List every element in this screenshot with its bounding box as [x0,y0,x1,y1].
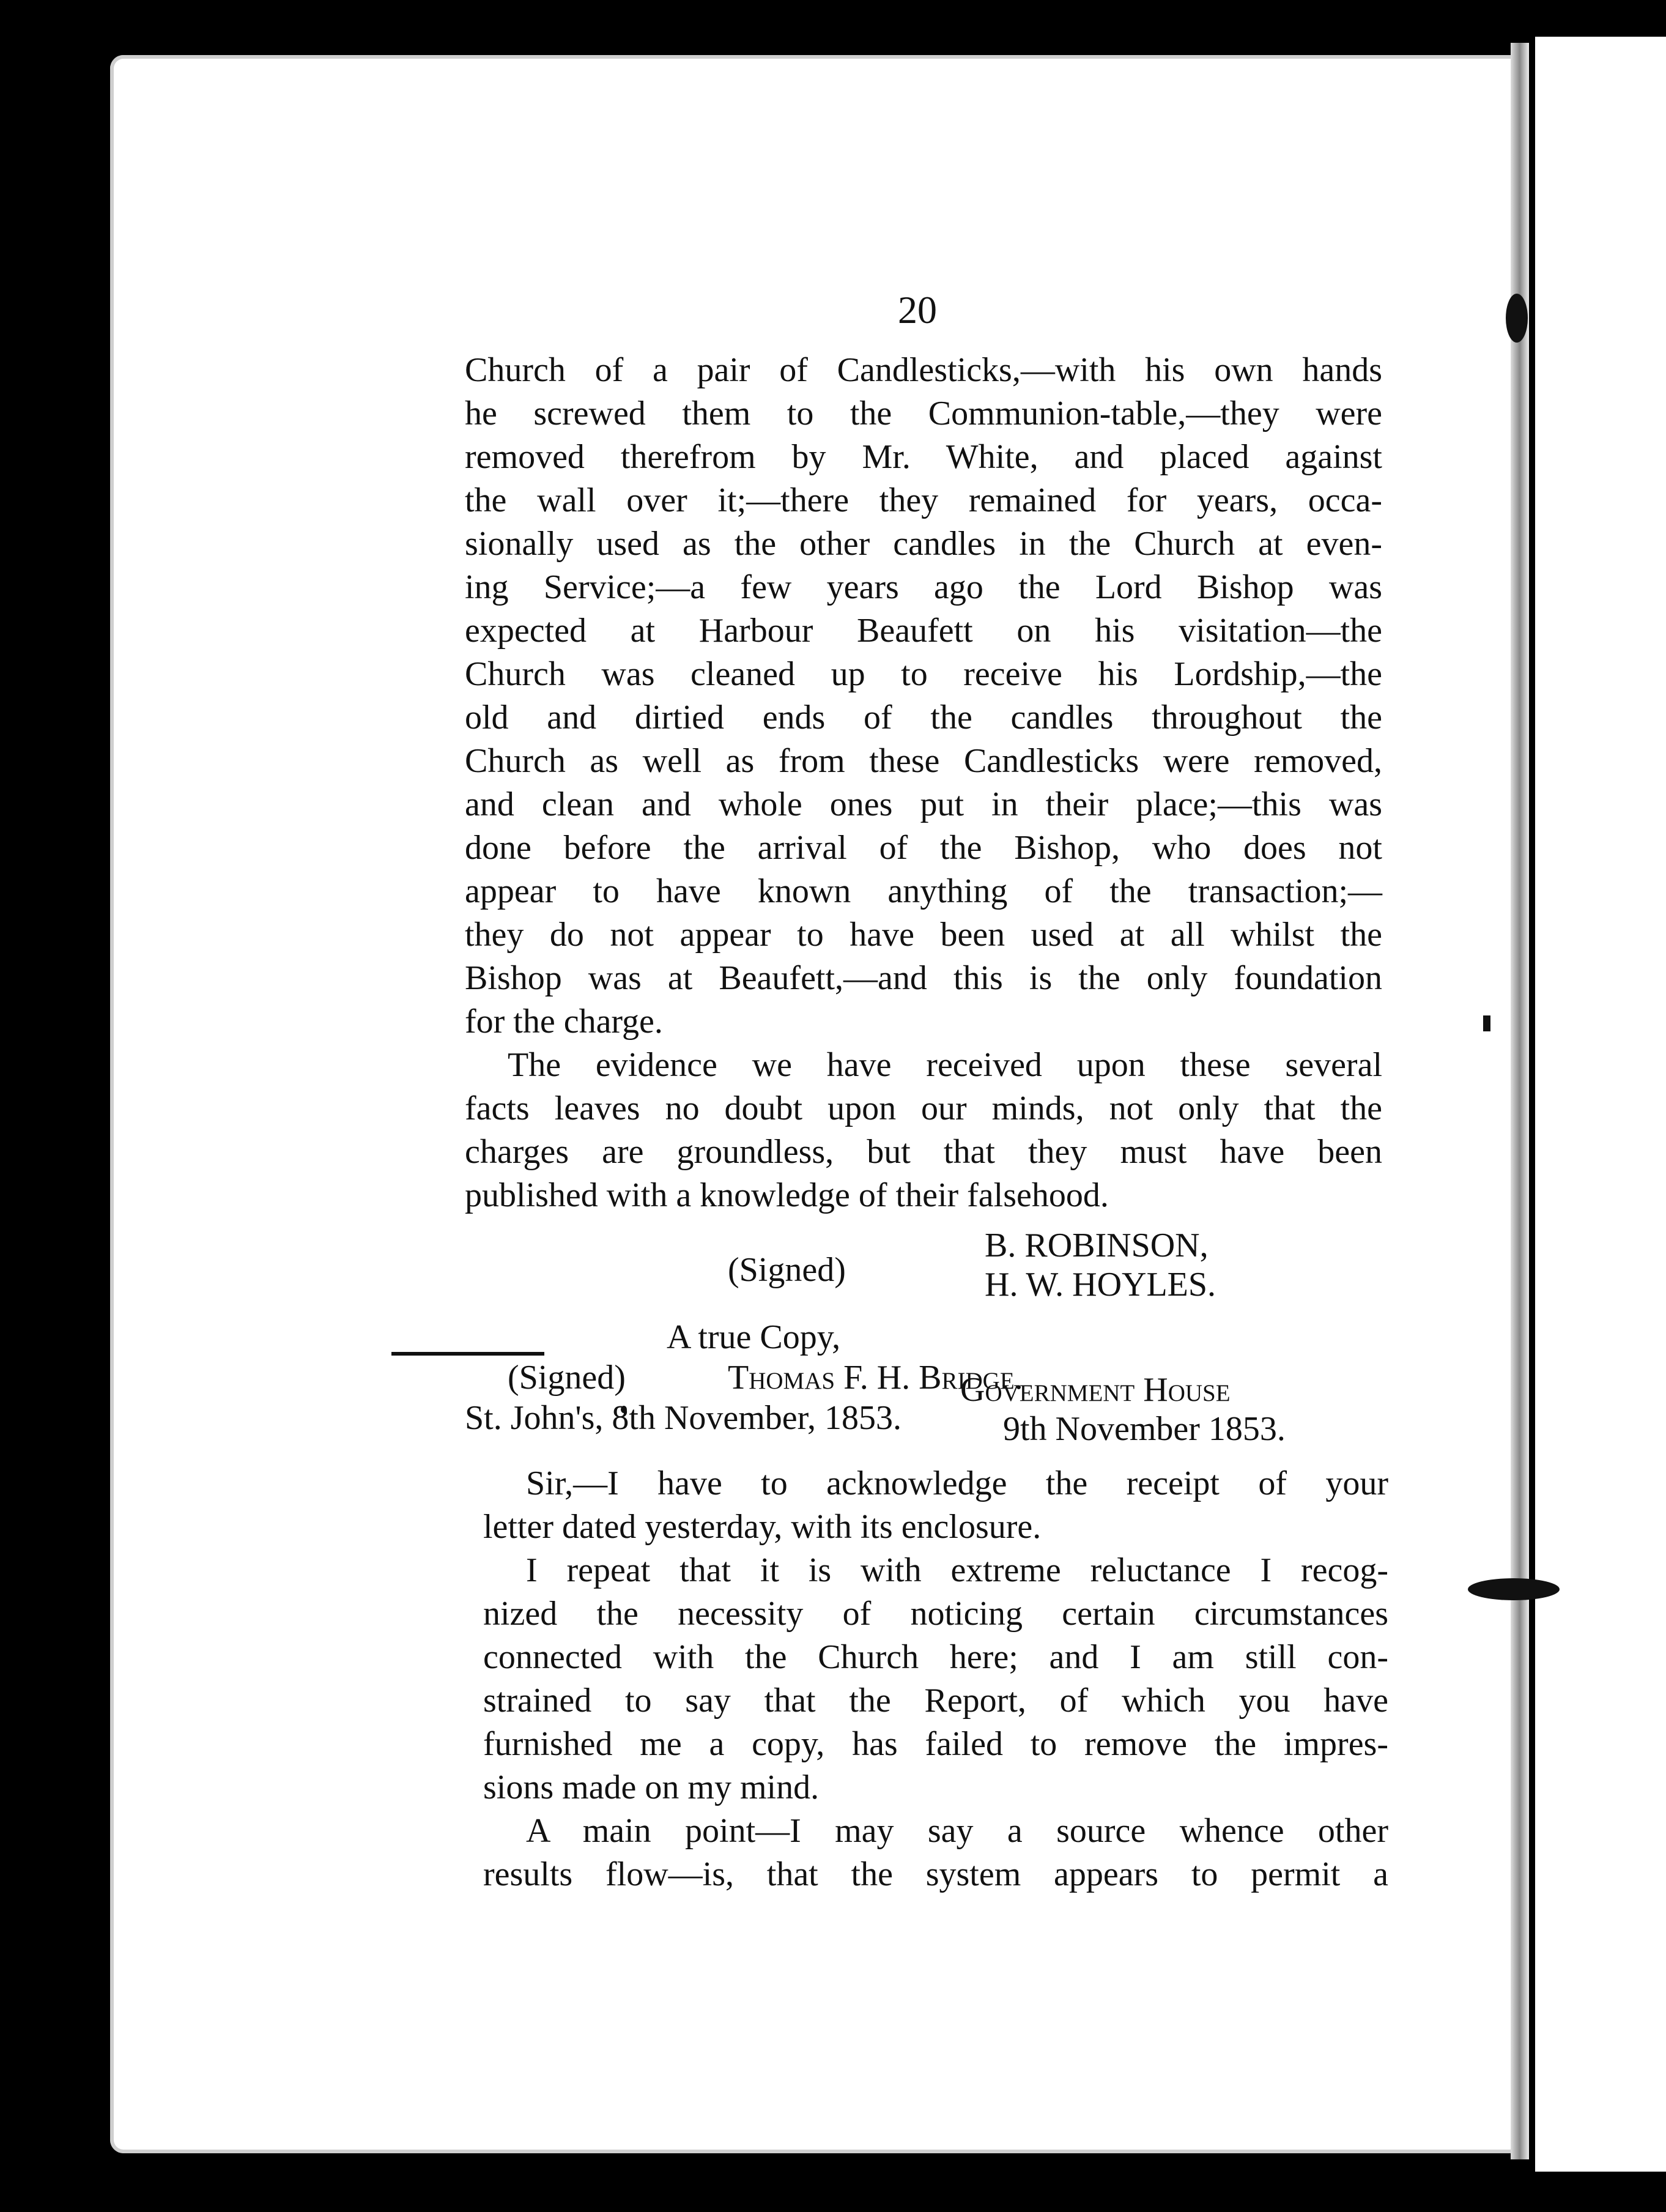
text-line: connected with the Church here; and I am still con- [483,1638,1388,1676]
text-line: sions made on my mind. [483,1768,820,1806]
text-line: Bishop was at Beaufett,—and this is the only foundation [465,959,1382,997]
text-line: results flow—is, that the system appears to permit a [483,1855,1388,1893]
letter-body [483,1462,1388,1896]
letter-paragraph-3 [483,1809,1388,1896]
text-line: facts leaves no doubt upon our minds, not only that the [465,1089,1382,1127]
report-body [465,349,1382,1440]
text-line: ing Service;—a few years ago the Lord Bishop was [465,568,1382,606]
text-line: nized the necessity of noticing certain circumstances [483,1595,1388,1633]
text-line: he screwed them to the Communion-table,—they were [465,395,1382,432]
signer-robinson: B. ROBINSON, [985,1227,1209,1264]
text-line: strained to say that the Report, of which you have [483,1682,1388,1720]
text-line: and clean and whole ones put in their place;—this was [465,785,1382,823]
true-copy-heading: A true Copy, [667,1318,841,1356]
text-line: published with a knowledge of their falsehood. [465,1176,1109,1214]
letterhead-place: Government House [960,1371,1231,1409]
text-line: charges are groundless, but that they must have been [465,1133,1382,1171]
text-line: Church was cleaned up to receive his Lordship,—the [465,655,1382,693]
binding-mark-middle [1468,1578,1560,1600]
text-line: they do not appear to have been used at all whilst the [465,916,1382,954]
text-line: Sir,—I have to acknowledge the receipt of your [526,1464,1388,1502]
text-line: furnished me a copy, has failed to remove the impres- [483,1725,1388,1763]
text-line: Church as well as from these Candlesticks were removed, [465,742,1382,780]
signed-label: (Signed) [728,1251,846,1289]
report-paragraph-2 [465,1044,1382,1217]
signature-block [465,1226,1382,1305]
section-divider [391,1352,544,1356]
text-line: sionally used as the other candles in the Church at even- [465,525,1382,563]
text-line: I repeat that it is with extreme reluctance I recog- [526,1551,1388,1589]
text-line: A main point—I may say a source whence other [526,1812,1388,1850]
copy-signed-label: (Signed) [508,1359,626,1397]
margin-speck [1483,1015,1490,1031]
letterhead [960,1370,1286,1449]
text-line: removed therefrom by Mr. White, and placed against [465,438,1382,476]
copy-place-date: St. John's, 8th November, 1853. [465,1399,902,1437]
text-line: done before the arrival of the Bishop, who does not [465,829,1382,867]
report-paragraph-1 [465,349,1382,1044]
text-line: letter dated yesterday, with its enclosure. [483,1508,1042,1546]
page-number: 20 [898,288,937,332]
binding-mark-top [1506,294,1528,343]
text-line: expected at Harbour Beaufett on his visitation—the [465,612,1382,650]
page-right-edge [1535,37,1666,2172]
signer-hoyles: H. W. HOYLES. [985,1266,1216,1304]
letterhead-date: 9th November 1853. [1003,1410,1286,1448]
text-line: the wall over it;—there they remained for years, occa- [465,481,1382,519]
copy-signer-name: Thomas F. H. Bridge. [728,1359,1023,1397]
text-line: Church of a pair of Candlesticks,—with his own hands [465,351,1382,389]
text-line: The evidence we have received upon these several [508,1046,1382,1084]
letter-paragraph-1 [483,1462,1388,1549]
text-line: for the charge. [465,1003,663,1041]
binding-gutter [1511,43,1529,2159]
letter-paragraph-2 [483,1549,1388,1809]
text-line: old and dirtied ends of the candles throughout the [465,699,1382,737]
text-line: appear to have known anything of the transaction;— [465,872,1382,910]
